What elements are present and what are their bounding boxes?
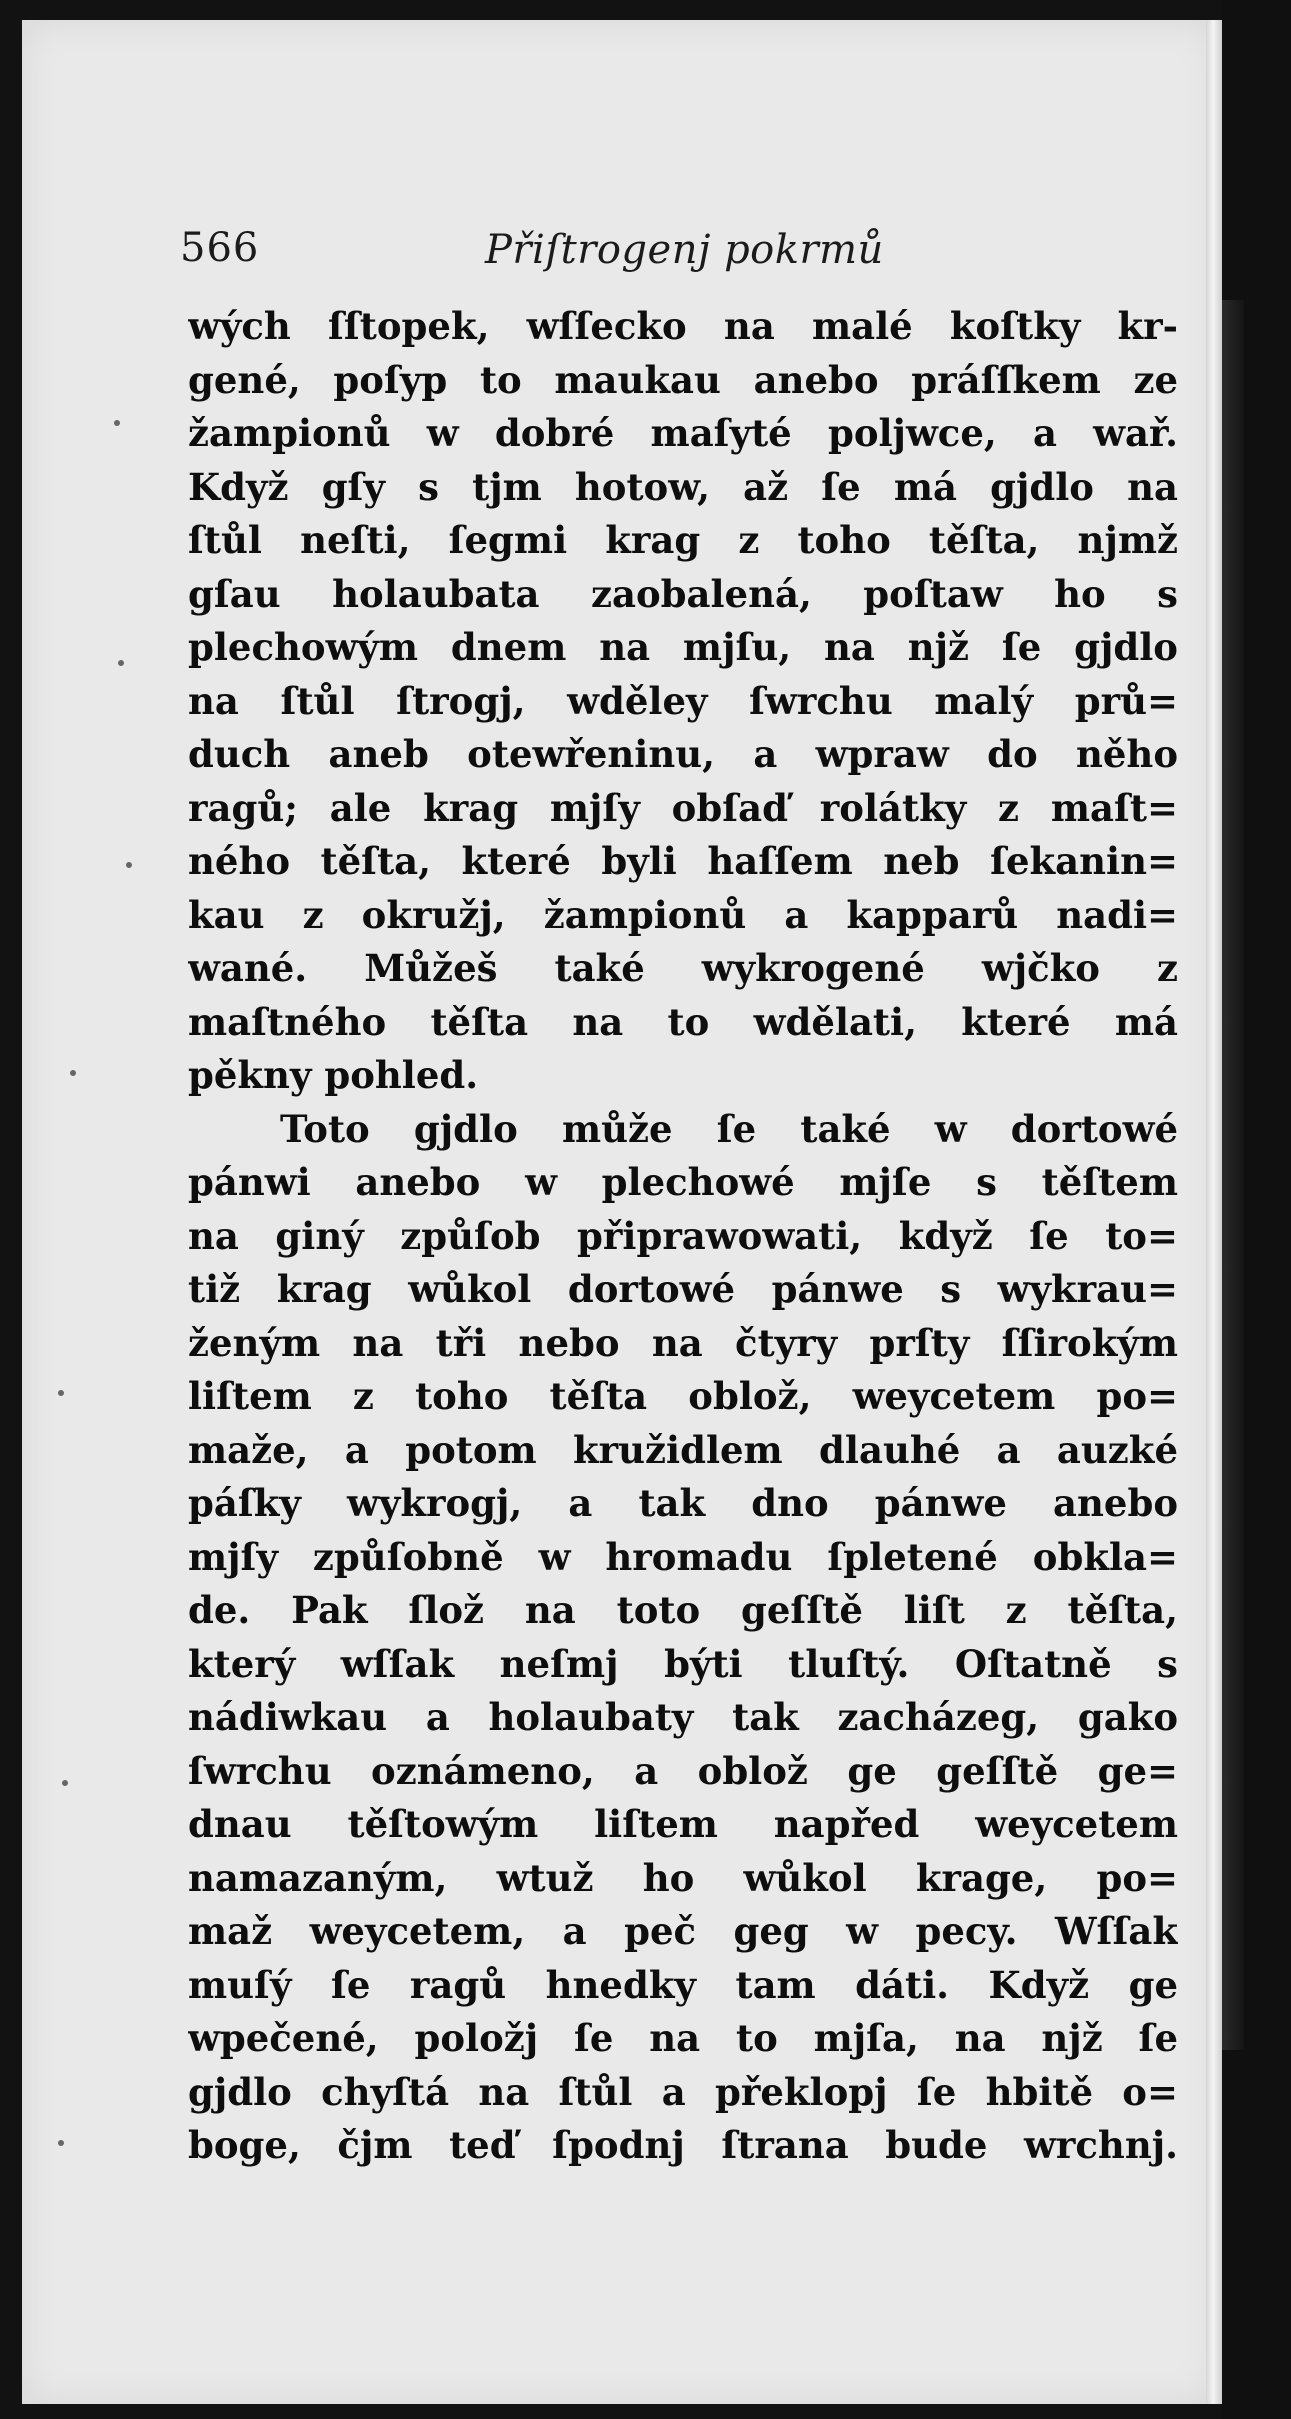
text-line: ženým na tři nebo na čtyry prſty ſſirokým (188, 1320, 1178, 1365)
text-line: kau z okružj, žampionů a kapparů nadi= (188, 892, 1178, 937)
text-line: plechowým dnem na mjſu, na njž ſe gjdlo (188, 625, 1178, 669)
text-line: žampionů w dobré maſyté poljwce, a wař. (188, 411, 1178, 455)
text-line: pánwi anebo w plechowé mjſe s těſtem (188, 1160, 1178, 1204)
text-line: liſtem z toho těſta oblož, weycetem po= (188, 1374, 1178, 1418)
book-spine-shadow (1222, 300, 1244, 2050)
text-line: na giný způſob připrawowati, když ſe to= (188, 1213, 1178, 1258)
text-line: který wſſak neſmj býti tluſtý. Oſtatně s (188, 1641, 1178, 1686)
paper-speck (118, 660, 124, 666)
text-line: na ſtůl ſtrogj, wděley ſwrchu malý prů= (188, 678, 1178, 723)
text-line: tiž krag wůkol dortowé pánwe s wykrau= (188, 1267, 1178, 1311)
paper-speck (58, 2140, 64, 2146)
text-line: wých ſſtopek, wſſecko na malé koſtky kr- (188, 304, 1178, 348)
text-line: gjdlo chyſtá na ſtůl a překlopj ſe hbitě o= (188, 2069, 1178, 2114)
text-line: gſau holaubata zaobalená, poſtaw ho s (188, 571, 1178, 616)
paper-speck (126, 862, 132, 868)
text-line: gené, poſyp to maukau anebo práſſkem ze (188, 357, 1178, 402)
paper-speck (70, 1070, 76, 1076)
paper-speck (58, 1390, 64, 1396)
running-head: Přiſtrogenj pokrmů (485, 227, 884, 273)
text-line: boge, čjm teď ſpodnj ſtrana bude wrchnj. (188, 2123, 1178, 2167)
text-line: muſý ſe ragů hnedky tam dáti. Když ge (188, 1962, 1178, 2007)
text-line: ſwrchu oznámeno, a oblož ge geſſtě ge= (188, 1748, 1178, 1793)
text-line: ſtůl neſti, ſegmi krag z toho těſta, njmž (188, 518, 1178, 562)
paper-speck (114, 420, 120, 426)
text-line-paragraph-end: pěkny pohled. (188, 1053, 479, 1097)
text-line: maže, a potom kružidlem dlauhé a auzké (188, 1427, 1178, 1472)
text-line: wpečené, položj ſe na to mjſa, na njž ſe (188, 2016, 1178, 2060)
text-line: namazaným, wtuž ho wůkol krage, po= (188, 1855, 1178, 1900)
page-number: 566 (180, 225, 260, 271)
text-line: maſtného těſta na to wdělati, které má (188, 999, 1178, 1044)
text-line: ného těſta, které byli haſſem neb ſekanin= (188, 839, 1178, 883)
text-line: maž weycetem, a peč geg w pecy. Wſſak (188, 1909, 1178, 1953)
text-line: mjſy způſobně w hromadu ſpletené obkla= (188, 1534, 1178, 1579)
text-line: nádiwkau a holaubaty tak zacházeg, gako (188, 1695, 1178, 1739)
page-edge (1206, 20, 1222, 2404)
text-line: duch aneb otewřeninu, a wpraw do něho (188, 732, 1178, 776)
text-line: páſky wykrogj, a tak dno pánwe anebo (188, 1481, 1178, 1525)
text-line: wané. Můžeš také wykrogené wjčko z (188, 946, 1178, 990)
paper-speck (62, 1780, 68, 1786)
page-header (180, 225, 1180, 285)
text-line: ragů; ale krag mjſy obſaď rolátky z maſt= (188, 785, 1178, 830)
text-line: de. Pak ſlož na toto geſſtě liſt z těſta, (188, 1588, 1178, 1632)
text-line-paragraph-start: Toto gjdlo může ſe také w dortowé (280, 1106, 1178, 1151)
text-line: Když gſy s tjm hotow, až ſe má gjdlo na (188, 464, 1178, 509)
body-text (188, 300, 1178, 2173)
text-line: dnau těſtowým liſtem napřed weycetem (188, 1802, 1178, 1846)
